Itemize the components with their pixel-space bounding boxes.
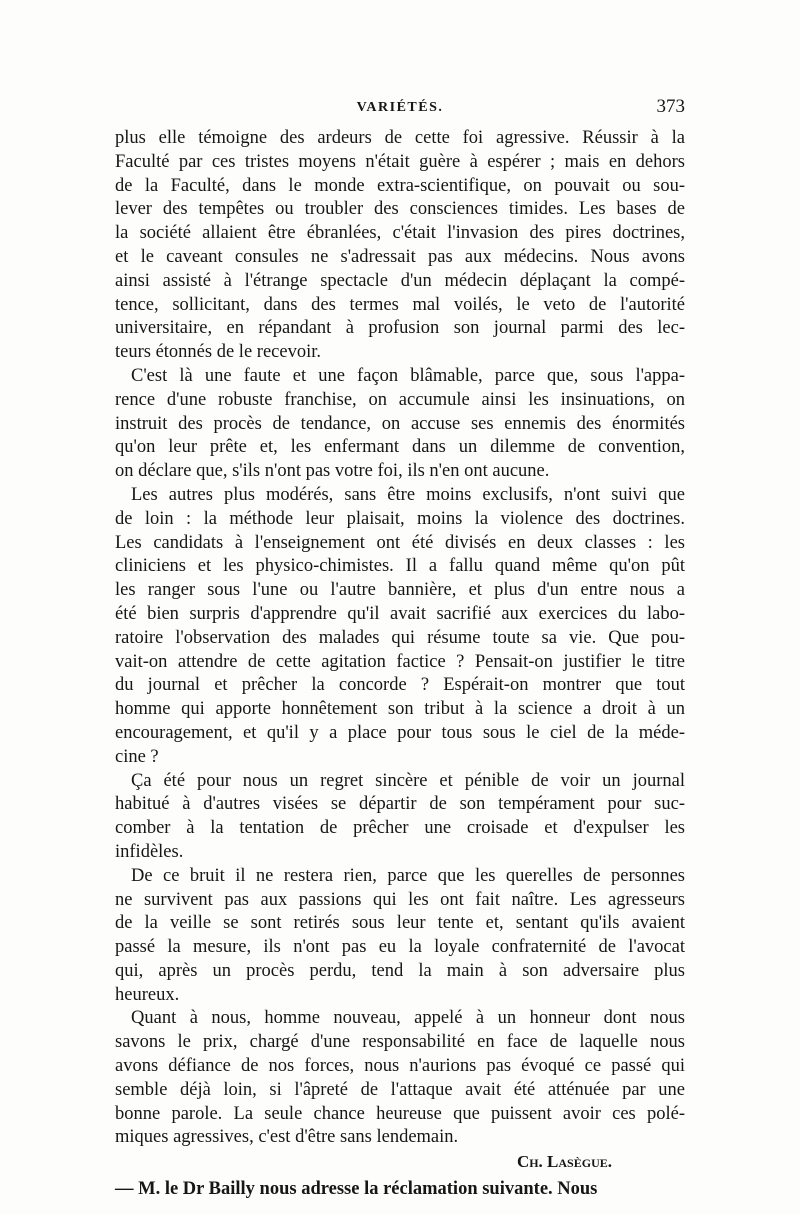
text-line: qu'on leur prête et, les enfermant dans un dilemme de convention, [115, 437, 685, 458]
text-line: lever des tempêtes ou troubler des consciences timides. Les bases de [115, 199, 685, 220]
text-line: passé la mesure, ils n'ont pas eu la loyale confraternité de l'avocat [115, 937, 685, 958]
text-line: été bien surpris d'apprendre qu'il avait sacrifié aux exercices du labo- [115, 603, 685, 624]
text-line: et le caveant consules ne s'adressait pas aux médecins. Nous avons [115, 246, 685, 267]
text-line: la société allaient être ébranlées, c'était l'invasion des pires doctrines, [115, 223, 685, 244]
paragraph-start-line: Ça été pour nous un regret sincère et pénible de voir un journal [131, 770, 685, 791]
text-line: Faculté par ces tristes moyens n'était guère à espérer ; mais en dehors [115, 151, 685, 172]
text-line: vait-on attendre de cette agitation factice ? Pensait-on justifier le titre [115, 651, 685, 672]
text-line: plus elle témoigne des ardeurs de cette foi agressive. Réussir à la [115, 128, 685, 148]
paragraph-start-line: Quant à nous, homme nouveau, appelé à un honneur dont nous [131, 1008, 685, 1029]
text-line: teurs étonnés de le recevoir. [115, 342, 321, 363]
text-line: on déclare que, s'ils n'ont pas votre foi, ils n'en ont aucune. [115, 461, 550, 482]
text-line: savons le prix, chargé d'une responsabilité en face de laquelle nous [115, 1032, 685, 1053]
text-line: habitué à d'autres visées se départir de son tempérament pour suc- [115, 794, 685, 815]
body-text [115, 127, 685, 1202]
text-line: avons défiance de nos forces, nous n'aurions pas évoqué ce passé qui [115, 1056, 685, 1077]
author-signature: Ch. Lasègue. [516, 1152, 612, 1172]
page-header [115, 96, 685, 120]
text-line: rence d'une robuste franchise, on accumule ainsi les insinuations, on [115, 389, 685, 410]
text-line: Les candidats à l'enseignement ont été divisés en deux classes : les [115, 532, 685, 553]
text-line: instruit des procès de tendance, on accuse ses ennemis des énormités [115, 413, 685, 434]
text-line: cine ? [115, 746, 159, 767]
text-line: encouragement, et qu'il y a place pour tous sous le ciel de la méde- [115, 722, 685, 743]
text-line: universitaire, en répandant à profusion son journal parmi des lec- [115, 318, 685, 339]
paragraph-start-line: C'est là une faute et une façon blâmable, parce que, sous l'appa- [131, 365, 685, 386]
paragraph-start-line: De ce bruit il ne restera rien, parce que les querelles de personnes [131, 865, 685, 886]
text-line: qui, après un procès perdu, tend la main à son adversaire plus [115, 960, 685, 981]
text-line: comber à la tentation de prêcher une croisade et d'expulser les [115, 818, 685, 839]
text-line: bonne parole. La seule chance heureuse que puissent avoir ces polé- [115, 1103, 685, 1124]
text-line: semble déjà loin, si l'âpreté de l'attaque avait été atténuée par une [115, 1079, 685, 1100]
paragraph-start-line: Les autres plus modérés, sans être moins exclusifs, n'ont suivi que [131, 484, 685, 505]
text-line: de la veille se sont retirés sous leur tente et, sentant qu'ils avaient [115, 913, 685, 934]
text-line: ratoire l'observation des malades qui résume toute sa vie. Que pou- [115, 627, 685, 648]
text-line: homme qui apporte honnêtement son tribut à la science a droit à un [115, 699, 685, 720]
text-line: miques agressives, c'est d'être sans lendemain. [115, 1127, 459, 1148]
closing-line: — M. le Dr Bailly nous adresse la réclamation suivante. Nous [115, 1179, 598, 1200]
running-head: VARIÉTÉS. [356, 100, 444, 115]
page-number: 373 [656, 96, 685, 117]
text-line: heureux. [115, 984, 180, 1005]
text-line: les ranger sous l'une ou l'autre bannière, et plus d'un entre nous a [115, 580, 685, 601]
text-line: ainsi assisté à l'étrange spectacle d'un médecin déplaçant la compé- [115, 270, 685, 291]
text-line: cliniciens et les physico-chimistes. Il a fallu quand même qu'on pût [115, 556, 685, 577]
text-line: ne survivent pas aux passions qui les ont fait naître. Les agresseurs [115, 889, 685, 910]
text-line: infidèles. [115, 841, 184, 862]
text-line: tence, sollicitant, dans des termes mal voilés, le veto de l'autorité [115, 294, 685, 315]
text-line: du journal et prêcher la concorde ? Espérait-on montrer que tout [115, 675, 685, 696]
text-line: de loin : la méthode leur plaisait, moins la violence des doctrines. [115, 508, 685, 529]
text-line: de la Faculté, dans le monde extra-scientifique, on pouvait ou sou- [115, 175, 685, 196]
